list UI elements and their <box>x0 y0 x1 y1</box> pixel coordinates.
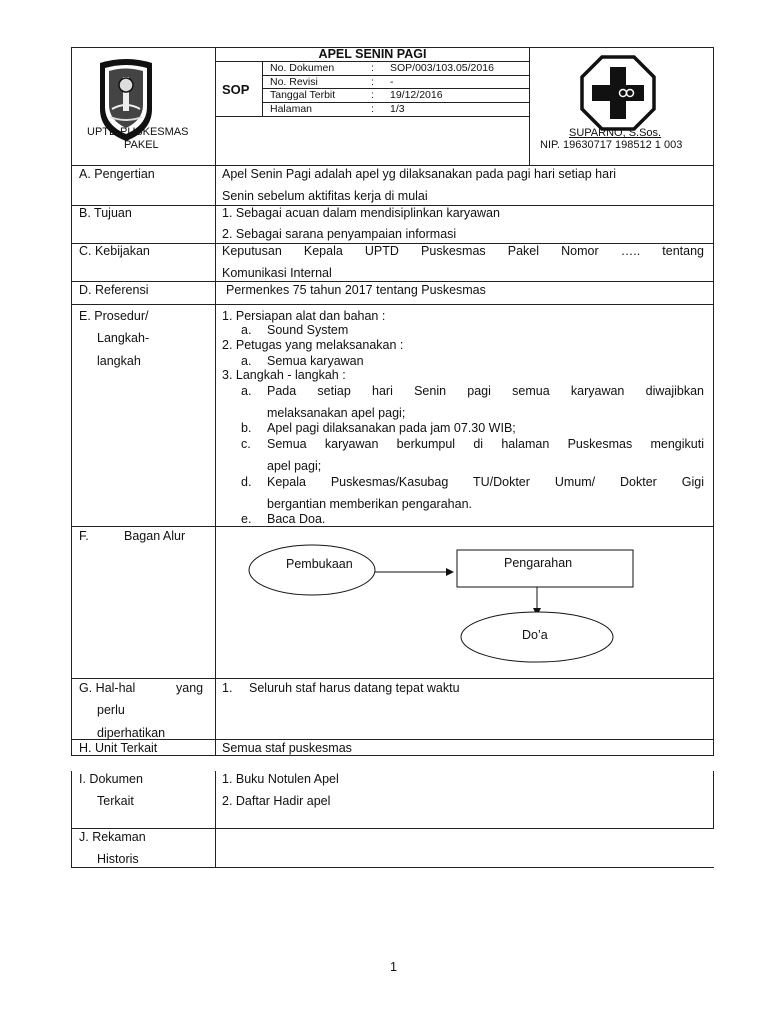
step-3b-mark: b. <box>241 421 252 435</box>
step-1a-mark: a. <box>241 323 252 337</box>
page-number: 1 <box>390 960 397 974</box>
step-3e-mark: e. <box>241 512 252 526</box>
step-1a: Sound System <box>267 323 349 337</box>
section-c-text-line1: Keputusan Kepala UPTD Puskesmas Pakel Nomor ….. tentang <box>222 244 704 258</box>
section-g-item-mark: 1. <box>222 681 233 695</box>
flow-end-label: Do’a <box>522 628 548 642</box>
signer-name: SUPARNO, S.Sos. <box>569 127 662 139</box>
step-2a: Semua karyawan <box>267 354 364 368</box>
section-a-text-line2: Senin sebelum aktifitas kerja di mulai <box>222 189 428 203</box>
step-3: 3. Langkah - langkah : <box>222 368 346 382</box>
meta-sep: : <box>371 62 374 74</box>
section-c-text-line2: Komunikasi Internal <box>222 266 332 280</box>
step-3c-line2: apel pagi; <box>267 459 322 473</box>
section-f-label: Bagan Alur <box>124 529 186 543</box>
section-j-label-line1: J. Rekaman <box>79 830 146 844</box>
section-e-label-line2: Langkah- <box>97 331 150 345</box>
step-3e: Baca Doa. <box>267 512 326 526</box>
meta-label-doc-number: No. Dokumen <box>270 62 335 74</box>
section-j-label-line2: Historis <box>97 852 139 866</box>
step-3d-line2: bergantian memberikan pengarahan. <box>267 497 472 511</box>
section-b-label: B. Tujuan <box>79 206 132 220</box>
signer-nip: NIP. 19630717 198512 1 003 <box>540 139 683 151</box>
step-3c-mark: c. <box>241 437 251 451</box>
section-g-label-line2: perlu <box>97 703 125 717</box>
sop-label: SOP <box>222 82 250 97</box>
step-1: 1. Persiapan alat dan bahan : <box>222 309 386 323</box>
step-3b: Apel pagi dilaksanakan pada jam 07.30 WIB; <box>267 421 516 435</box>
step-3d-line1: Kepala Puskesmas/Kasubag TU/Dokter Umum/ Dokter Gigi <box>267 475 704 489</box>
puskesmas-logo-icon <box>580 55 656 134</box>
step-3a-line2: melaksanakan apel pagi; <box>267 406 406 420</box>
section-d-label: D. Referensi <box>79 283 149 297</box>
meta-label-revision: No. Revisi <box>270 76 318 88</box>
step-2: 2. Petugas yang melaksanakan : <box>222 338 404 352</box>
section-b-item2: 2. Sebagai sarana penyampaian informasi <box>222 227 457 241</box>
step-3d-mark: d. <box>241 475 252 489</box>
meta-sep: : <box>371 103 374 115</box>
org-name-line1: UPTD PUSKESMAS <box>87 126 189 138</box>
section-g-item: Seluruh staf harus datang tepat waktu <box>249 681 460 695</box>
meta-sep: : <box>371 89 374 101</box>
meta-value-page: 1/3 <box>390 103 405 115</box>
meta-sep: : <box>371 76 374 88</box>
section-i-item2: 2. Daftar Hadir apel <box>222 794 331 808</box>
meta-value-revision: - <box>390 76 394 88</box>
meta-label-issue-date: Tanggal Terbit <box>270 89 336 101</box>
section-f-mark: F. <box>79 529 89 543</box>
section-i-item1: 1. Buku Notulen Apel <box>222 772 339 786</box>
document-title: APEL SENIN PAGI <box>318 47 427 61</box>
step-3c-line1: Semua karyawan berkumpul di halaman Puskesmas mengikuti <box>267 437 704 451</box>
section-i-label-line1: I. Dokumen <box>79 772 143 786</box>
section-g-label-line1b: yang <box>176 681 204 695</box>
flow-start-label: Pembukaan <box>286 557 353 571</box>
org-name-line2: PAKEL <box>124 139 159 151</box>
meta-value-doc-number: SOP/003/103.05/2016 <box>390 62 494 74</box>
meta-value-issue-date: 19/12/2016 <box>390 89 443 101</box>
section-e-label-line1: E. Prosedur/ <box>79 309 149 323</box>
flowchart <box>215 527 713 680</box>
section-e-label-line3: langkah <box>97 354 141 368</box>
section-h-text: Semua staf puskesmas <box>222 741 352 755</box>
step-2a-mark: a. <box>241 354 252 368</box>
step-3a-line1: Pada setiap hari Senin pagi semua karyawan diwajibkan <box>267 384 704 398</box>
section-b-item1: 1. Sebagai acuan dalam mendisiplinkan karyawan <box>222 206 500 220</box>
meta-label-page: Halaman <box>270 103 313 115</box>
section-a-text-line1: Apel Senin Pagi adalah apel yg dilaksanakan pada pagi hari setiap hari <box>222 167 617 181</box>
flow-mid-label: Pengarahan <box>504 556 573 570</box>
step-3a-mark: a. <box>241 384 252 398</box>
section-g-label-line1a: G. Hal-hal <box>79 681 136 695</box>
section-h-label: H. Unit Terkait <box>79 741 158 755</box>
section-i-label-line2: Terkait <box>97 794 134 808</box>
section-a-label: A. Pengertian <box>79 167 155 181</box>
section-c-label: C. Kebijakan <box>79 244 150 258</box>
section-g-label-line3: diperhatikan <box>97 726 166 740</box>
section-d-text: Permenkes 75 tahun 2017 tentang Puskesmas <box>226 283 486 297</box>
